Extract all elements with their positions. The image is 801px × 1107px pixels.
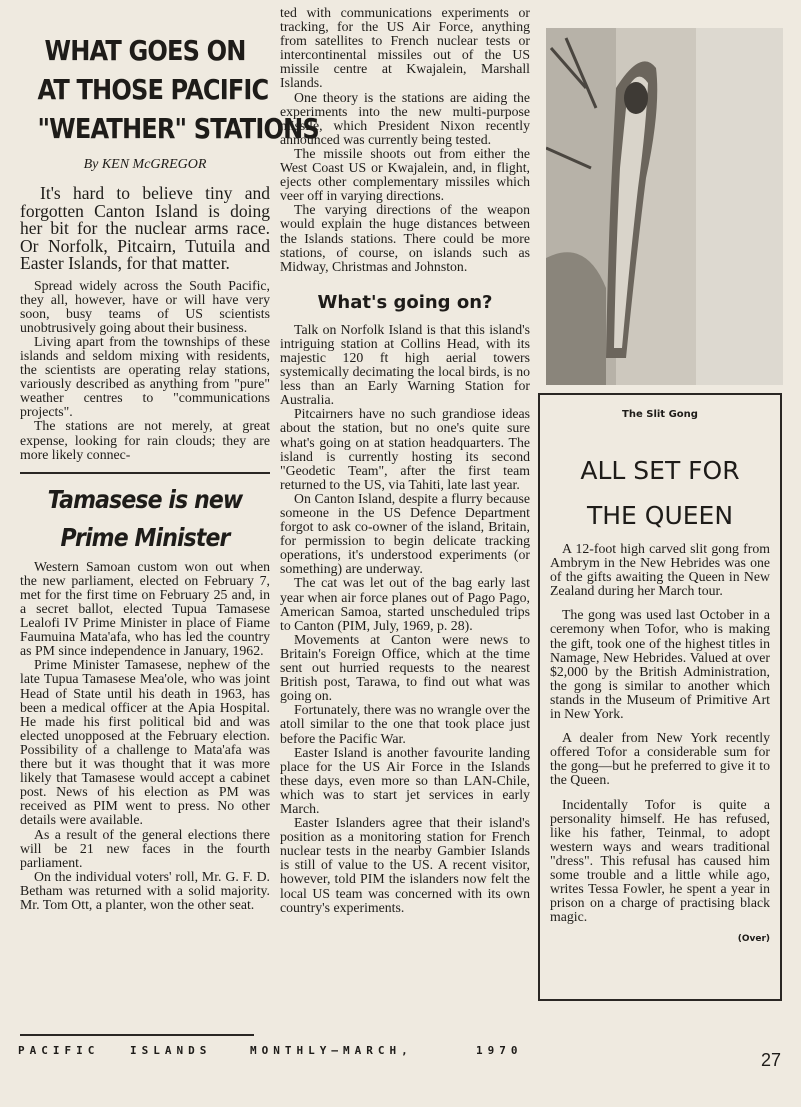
paragraph: Incidentally Tofor is quite a personality himself. He has refused, like his father, Teinmal, to adopt western ways and wears traditional "dress". This refusal has caused him some trouble and a little while ago, writes Tessa Fowler, he spent a year in prison on a charge of practising black magic. [550,796,770,925]
article2-headline-line2: Prime Minister [60,522,230,552]
byline: By KEN McGREGOR [83,157,207,172]
column-left [20,30,319,912]
article-headline-line2: AT THOSE PACIFIC [37,73,269,106]
page-number: 27 [760,1050,781,1070]
section-divider [20,472,270,474]
paragraph: The gong was used last October in a ceremony when Tofor, who is making the gift, took one of the highest titles in Namage, New Hebrides. Valued at over $2,000 by the British Administration, the gong is similar to another which stands in the Museum of Primitive Art in New York. [550,607,770,722]
paragraph: A dealer from New York recently offered Tofor a considerable sum for the gong—but he preferred to give it to the Queen. [550,730,770,788]
article-headline-line3: "WEATHER" STATIONS [37,112,319,145]
sidebar-headline-line2: THE QUEEN [586,501,734,530]
footer-word: ISLANDS [130,1044,212,1057]
column-right [538,28,786,1001]
carved-gong-image [546,28,783,385]
paragraph: The varying directions of the weapon would explain the huge distances between the Islands stations. There could be more stations, of course, on islands such as Midway, Christmas and Johnston. [280,202,530,274]
paragraph: A 12-foot high carved slit gong from Ambrym in the New Hebrides was one of the gifts awaiting the Queen in New Zealand during her March tour. [550,541,770,599]
paragraph: Easter Islanders agree that their island's position as a monitoring station for French nuclear tests in the nearby Gambier Islands is still of value to the US. A recent visitor, however, told PIM the islanders now felt the local US team was concerned with its own country's experiments. [280,815,530,915]
paragraph: Spread widely across the South Pacific, they all, however, have or will have very soon, busy teams of US scientists unobtrusively going about their business. [20,277,270,335]
paragraph: The missile shoots out from either the West Coast US or Kwajalein, and, in flight, ejects other complementary missiles which veer off in varying directions. [280,145,530,204]
paragraph: Fortunately, there was no wrangle over the atoll similar to the one that took place just before the Pacific War. [280,702,530,746]
paragraph: ted with communications experiments or tracking, for the US Air Force, anything from satellites to French nuclear tests or intercontinental missiles out of the US missile centre at Kwajalein, Marshall Islands. [280,5,530,91]
slit-gong-photo [546,28,783,385]
lead-paragraph: It's hard to believe tiny and forgotten Canton Island is doing her bit for the nuclear arms race. Or Norfolk, Pitcairn, Tutuila and Easter Islands, for that matter. [20,183,270,273]
paragraph: Pitcairners have no such grandiose ideas about the station, but no one's quite sure what's going on at station headquarters. The island is currently hosting its second "Geodetic Team", after the first team returned to the US, via Tahiti, late last year. [280,406,530,492]
paragraph: As a result of the general elections there will be 21 new faces in the fourth parliament. [20,826,270,870]
paragraph: The stations are not merely, at great expense, looking for rain clouds; they are more likely connec- [20,418,270,462]
article2-headline-line1: Tamasese is new [47,484,243,514]
paragraph: On the individual voters' roll, Mr. G. F. D. Betham was returned with a solid majority. Mr. Tom Ott, a planter, won the other seat. [20,868,270,912]
paragraph: Western Samoan custom won out when the new parliament, elected on February 7, met for the first time on February 25 and, in a secret ballot, elected Tupua Tamasese Lealofi IV Prime Minister in place of Fiame Faumuina Mata'afa, who has led the country as PM since independence in January, 1962. [20,558,270,659]
photo-caption: The Slit Gong [622,409,698,420]
paragraph: One theory is the stations are aiding the experiments into the new multi-purpose missile, which President Nixon recently announced was currently being tested. [280,89,530,147]
sidebar-box [538,393,782,1001]
paragraph: Easter Island is another favourite landing place for the US Air Force in the Islands these days, even more so than LAN-Chile, which was to start jet services in early March. [280,744,530,816]
article-headline-line1: WHAT GOES ON [44,34,246,67]
paragraph: The cat was let out of the bag early last year when air force planes out of Pago Pago, American Samoa, started unscheduled trips to Canton (PIM, July, 1969, p. 28). [280,575,530,633]
footer-word: 1970 [476,1044,523,1057]
column-middle [280,6,530,915]
footer-word: PACIFIC [18,1044,100,1057]
paragraph: Prime Minister Tamasese, nephew of the late Tupua Tamasese Mea'ole, who was joint Head of State until his death in 1963, has been a medical officer at the Apia Hospital. He made his first political bid and was elected unopposed at the February election. Possibility of a challenge to Mata'afa was there but it was thought that it was more likely that Tamasese would accept a cabinet post. News of his election as PM was received as PIM went to press. No other details were available. [20,657,270,828]
paragraph: Movements at Canton were news to Britain's Foreign Office, which at the time sent out hurried requests to the nearest British post, Tarawa, to find out what was going on. [280,631,530,704]
footer-word: MONTHLY—MARCH, [250,1044,413,1057]
paragraph: On Canton Island, despite a flurry because someone in the US Defence Department forgot to ask co-owner of the island, Britain, for permission to begin delicate tracking operations, it's understood experiments (or something) are underway. [280,490,530,577]
continued-marker: (Over) [737,934,770,945]
sidebar-headline-line1: ALL SET FOR [580,456,740,485]
subheading: What's going on? [317,291,493,313]
paragraph: Talk on Norfolk Island is that this island's intriguing station at Collins Head, with its majestic 120 ft high aerial towers systemically decimating the local birds, is no less than an Early Warning Station for Australia. [280,321,530,408]
paragraph: Living apart from the townships of these islands and seldom mixing with residents, the scientists are operating relay stations, variously described as anything from "pure" weather centres to "communications projects". [20,333,270,420]
bottom-divider [20,1034,254,1036]
